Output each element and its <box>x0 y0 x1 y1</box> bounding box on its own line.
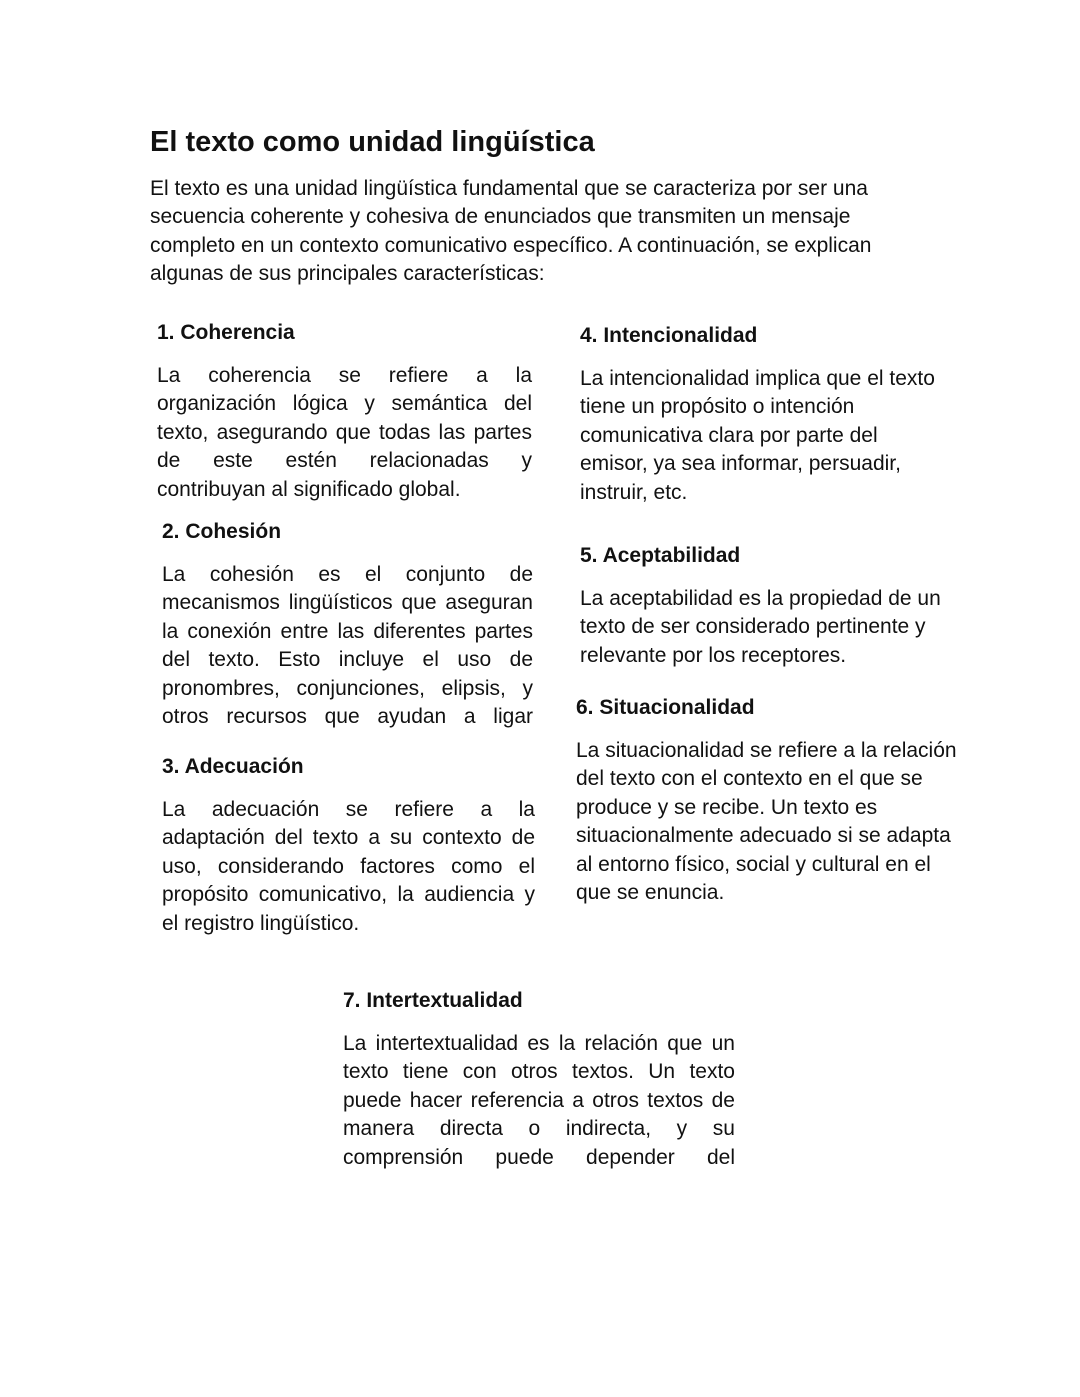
section-body: La cohesión es el conjunto de mecanismos lingüísticos que aseguran la conexión entre las diferentes partes del texto. Esto incluye el uso de pronombres, conjunciones, elipsis, y otros recursos que ayudan a ligar <box>162 563 533 729</box>
section-body: La intencionalidad implica que el texto tiene un propósito o intención comunicativa clara por parte del emisor, ya sea informar, persuadir, instruir, etc. <box>580 367 935 504</box>
section-adecuacion <box>162 754 535 938</box>
section-heading: 5. Aceptabilidad <box>580 544 741 567</box>
section-heading: 2. Cohesión <box>162 520 282 543</box>
section-cohesion <box>162 519 533 731</box>
section-intertextualidad <box>343 988 735 1172</box>
section-situacionalidad <box>576 695 961 907</box>
section-body: La adecuación se refiere a la adaptación del texto a su contexto de uso, considerando factores como el propósito comunicativo, la audiencia y el registro lingüístico. <box>162 798 535 935</box>
section-aceptabilidad <box>580 543 952 670</box>
section-heading: 7. Intertextualidad <box>343 989 523 1012</box>
section-coherencia <box>157 320 532 504</box>
page-title: El texto como unidad lingüística <box>150 126 595 158</box>
section-body: La coherencia se refiere a la organización lógica y semántica del texto, asegurando que todas las partes de este estén relacionadas y contribuyan al significado global. <box>157 364 532 501</box>
section-body: La aceptabilidad es la propiedad de un texto de ser considerado pertinente y relevante por los receptores. <box>580 587 941 667</box>
section-heading: 3. Adecuación <box>162 755 304 778</box>
section-body: La situacionalidad se refiere a la relación del texto con el contexto en el que se produce y se recibe. Un texto es situacionalmente adecuado si se adapta al entorno físico, social y cultural en el que se enuncia. <box>576 739 957 905</box>
section-body: La intertextualidad es la relación que un texto tiene con otros textos. Un texto puede hacer referencia a otros textos de manera directa o indirecta, y su comprensión puede depender del <box>343 1032 735 1169</box>
section-heading: 6. Situacionalidad <box>576 696 755 719</box>
section-heading: 4. Intencionalidad <box>580 324 758 347</box>
section-intencionalidad <box>580 323 950 507</box>
intro-paragraph: El texto es una unidad lingüística fundamental que se caracteriza por ser una secuencia coherente y cohesiva de enunciados que transmiten un mensaje completo en un contexto comunicativo específico. A continuación, se explican algunas de sus principales características: <box>150 177 872 286</box>
section-heading: 1. Coherencia <box>157 321 295 344</box>
